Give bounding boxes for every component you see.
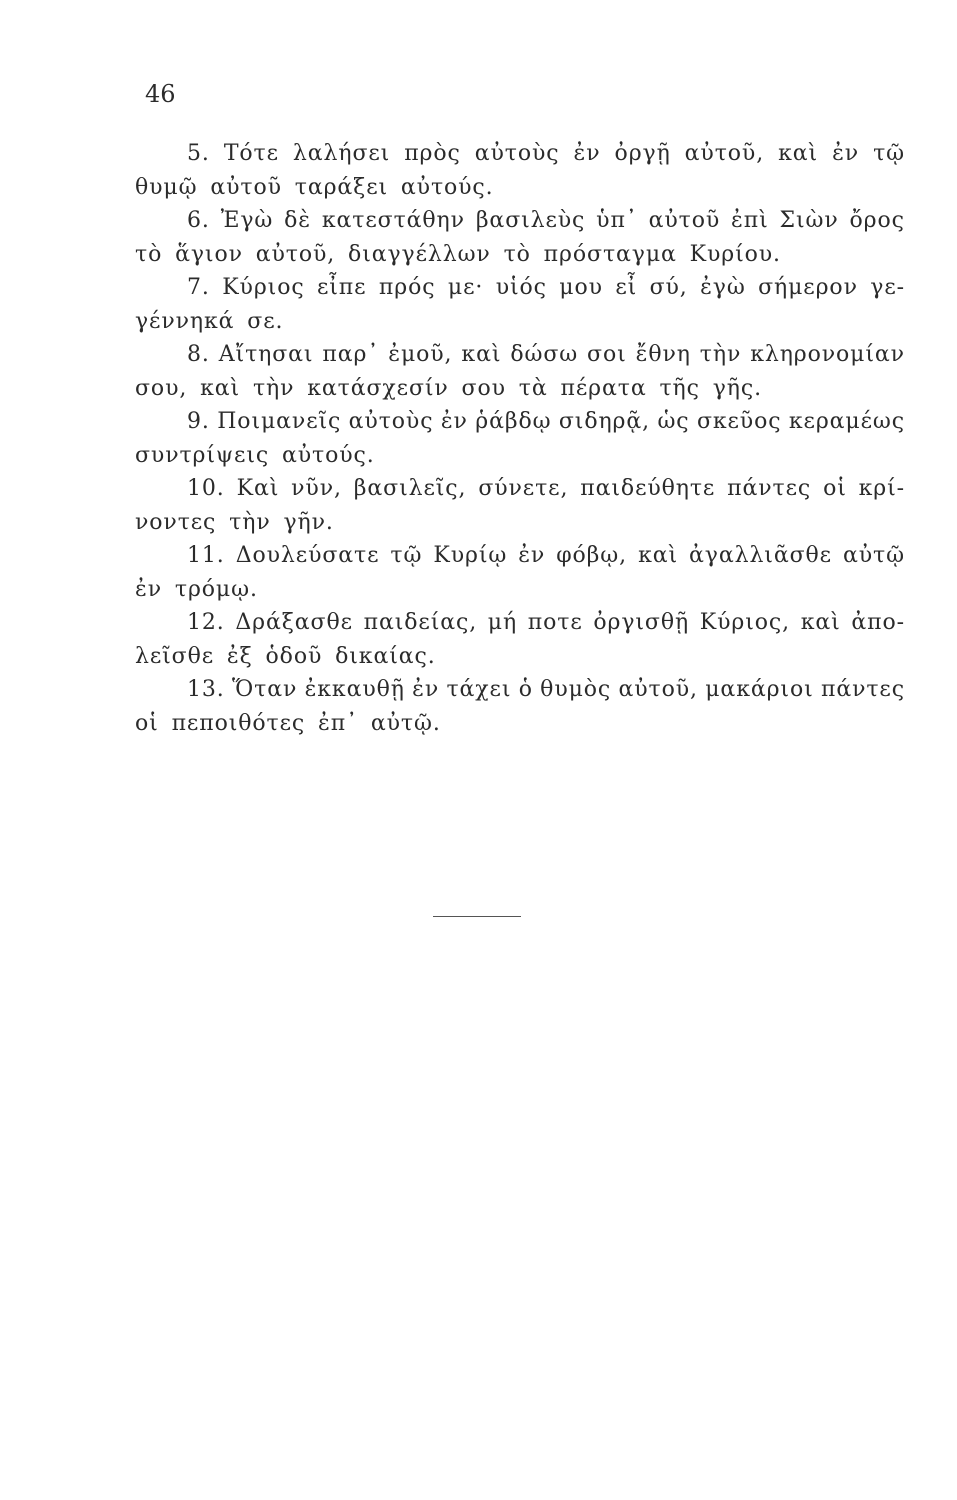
word: ἐγὼ [700,275,746,300]
word: καὶ [778,141,819,166]
text-line: σου, καὶ τὴν κατάσχεσίν σου τὰ πέρατα τῆς γῆς. [135,375,762,401]
word: βασιλεὺς [475,208,586,233]
word: ἐπὶ [731,208,769,233]
text-line: τὸ ἅγιον αὐτοῦ, διαγγέλλων τὸ πρόσταγμα Κυρίου. [135,241,781,267]
text-line [135,472,905,506]
word: πρὸς [404,141,461,166]
text-line [135,405,905,439]
word: Ἐγὼ [220,208,274,233]
word: αὐτοῦ, [618,677,698,702]
word: πάντες [727,476,812,501]
word: ἐμοῦ, [388,342,453,367]
word: νῦν, [291,476,342,501]
word: υἱός [495,275,547,300]
text-line: νοντες τὴν γῆν. [135,509,334,535]
word: με· [447,275,484,300]
text-line [135,137,905,171]
text-line [135,539,905,573]
word: μου [559,275,603,300]
end-rule-divider [433,916,521,917]
word: ἀπο- [851,610,905,635]
word: αὐτοῦ [648,208,721,233]
text-line: γέννηκά σε. [135,308,284,334]
word: σκεῦος [696,409,782,434]
word: αὐτῷ [842,543,905,568]
word: καὶ [638,543,679,568]
word: Δράξασθε [235,610,353,635]
word: Αἴτησαι [218,342,314,367]
word: ὄρος [849,208,905,233]
word: οἱ [823,476,847,501]
word: κεραμέως [788,409,905,434]
word: εἶ [615,275,638,300]
word: πάντες [820,677,905,702]
word: δώσω [510,342,579,367]
word: Ποιμανεῖς [217,409,342,434]
word: φόβῳ, [556,543,628,568]
word: Σιὼν [779,208,839,233]
word: ἐν [518,543,546,568]
word: 8. [187,342,210,367]
word: 7. [187,275,210,300]
word: Τότε [223,141,279,166]
word: Κύριος [222,275,305,300]
word: ἐν [412,677,440,702]
page-number: 46 [145,80,176,108]
word: κατεστάθην [321,208,465,233]
word: ποτε [527,610,583,635]
word: βασιλεῖς, [353,476,467,501]
word: θυμὸς [540,677,612,702]
word: ἐν [440,409,468,434]
text-line: λεῖσθε ἐξ ὁδοῦ δικαίας. [135,643,436,669]
word: Κυρίῳ [433,543,508,568]
word: τὴν [699,342,742,367]
word: ἀγαλλιᾶσθε [689,543,832,568]
word: μακάριοι [705,677,814,702]
text-line [135,673,905,707]
word: 13. [187,677,225,702]
word: 10. [187,476,225,501]
word: σύ, [649,275,688,300]
word: γε- [870,275,905,300]
word: σιδηρᾷ, [558,409,651,434]
word: ἐκκαυθῇ [304,677,405,702]
word: ὀργῇ [614,141,671,166]
word: 9. [187,409,210,434]
psalm-text [135,137,905,740]
text-line [135,204,905,238]
word: δὲ [284,208,311,233]
word: Δουλεύσατε [235,543,380,568]
word: ὀργισθῇ [593,610,690,635]
word: 5. [187,141,210,166]
word: σοι [587,342,627,367]
word: ῥάβδῳ [475,409,552,434]
word: παιδεύθητε [580,476,716,501]
word: Καὶ [236,476,280,501]
word: τῷ [873,141,905,166]
word: πρός [378,275,436,300]
word: σήμερον [758,275,858,300]
word: 11. [187,543,225,568]
word: λαλήσει [292,141,391,166]
word: καὶ [800,610,841,635]
word: 6. [187,208,210,233]
word: καὶ [461,342,502,367]
text-line [135,606,905,640]
word: σύνετε, [478,476,569,501]
word: Κύριος, [699,610,790,635]
word: παιδείας, [363,610,478,635]
word: Ὅταν [232,677,298,702]
text-line: οἱ πεποιθότες ἐπ᾽ αὐτῷ. [135,710,441,736]
word: κρί- [858,476,905,501]
word: αὐτοὺς [348,409,434,434]
word: ὁ [518,677,533,702]
word: αὐτοῦ, [684,141,765,166]
word: εἶπε [316,275,367,300]
word: κληρονομίαν [750,342,905,367]
word: αὐτοὺς [474,141,560,166]
word: παρ᾽ [322,342,380,367]
text-line [135,271,905,305]
text-line: συντρίψεις αὐτούς. [135,442,375,468]
text-line [135,338,905,372]
word: 12. [187,610,225,635]
word: τάχει [446,677,512,702]
word: ἐν [573,141,601,166]
word: τῷ [390,543,423,568]
word: ἐν [832,141,860,166]
word: μή [487,610,518,635]
word: ἔθνη [635,342,691,367]
text-line: ἐν τρόμῳ. [135,576,258,602]
text-line: θυμῷ αὐτοῦ ταράξει αὐτούς. [135,174,494,200]
word: ὡς [657,409,690,434]
word: ὑπ᾽ [596,208,638,233]
